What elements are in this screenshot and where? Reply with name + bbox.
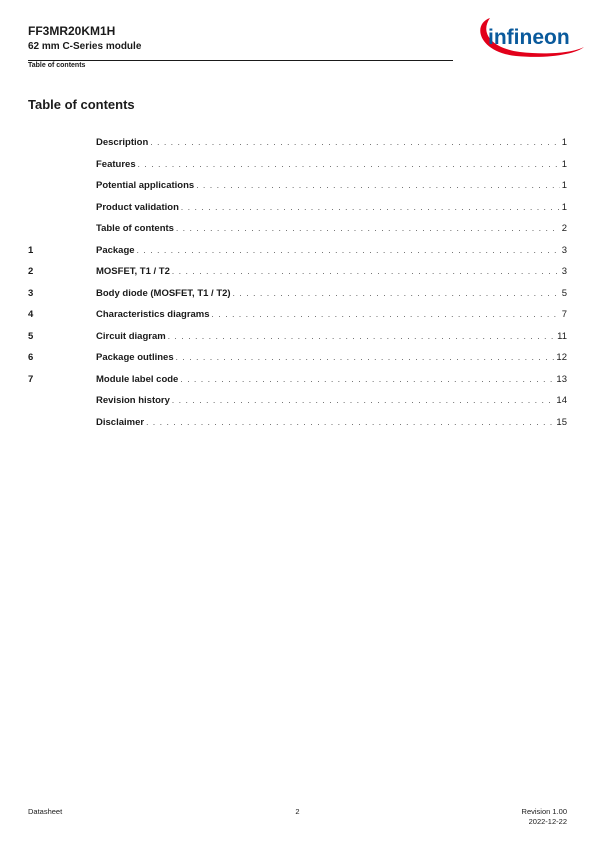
footer-doc-type: Datasheet — [28, 807, 63, 816]
toc-entry-number: 4 — [28, 309, 34, 320]
footer-date: 2022-12-22 — [528, 817, 567, 826]
toc-entry-title[interactable]: Potential applications — [96, 180, 195, 191]
toc-entry-page[interactable]: 12 — [556, 352, 567, 363]
toc-dot-leader — [172, 267, 560, 276]
table-of-contents — [28, 137, 567, 438]
toc-dot-leader — [146, 418, 554, 427]
document-header — [28, 24, 141, 54]
header-divider — [28, 60, 453, 61]
toc-entry-title[interactable]: Disclaimer — [96, 416, 145, 428]
toc-entry-title[interactable]: Product validation — [96, 201, 179, 213]
toc-dot-leader — [137, 246, 560, 255]
toc-dot-leader — [181, 203, 560, 212]
toc-entry[interactable] — [28, 137, 567, 159]
toc-entry[interactable] — [28, 395, 567, 417]
toc-entry[interactable] — [28, 288, 567, 310]
toc-entry[interactable] — [28, 352, 567, 374]
toc-entry[interactable] — [28, 180, 567, 202]
toc-entry-number: 6 — [28, 352, 34, 363]
toc-entry-page[interactable]: 13 — [556, 373, 567, 385]
toc-entry-title[interactable]: Package — [96, 244, 135, 256]
toc-entry-page[interactable]: 1 — [561, 180, 567, 191]
toc-entry-title[interactable]: Body diode (MOSFET, T1 / T2) — [96, 287, 231, 299]
toc-dot-leader — [138, 160, 560, 169]
toc-entry[interactable] — [28, 309, 567, 331]
product-subtitle: 62 mm C-Series module — [28, 41, 142, 52]
toc-entry-page[interactable]: 1 — [561, 201, 567, 213]
toc-entry-page[interactable]: 15 — [556, 416, 567, 428]
toc-entry[interactable] — [28, 202, 567, 224]
toc-heading: Table of contents — [28, 97, 135, 112]
toc-entry-title[interactable]: MOSFET, T1 / T2 — [96, 266, 170, 277]
toc-entry-title[interactable]: Package outlines — [96, 352, 174, 363]
footer-revision: Revision 1.00 — [521, 807, 567, 816]
toc-entry[interactable] — [28, 374, 567, 396]
toc-dot-leader — [168, 332, 555, 341]
toc-entry-number: 3 — [28, 287, 34, 299]
toc-entry-title[interactable]: Description — [96, 137, 149, 148]
toc-entry-page[interactable]: 1 — [561, 137, 567, 148]
toc-dot-leader — [150, 138, 559, 147]
product-name: FF3MR20KM1H — [28, 24, 116, 38]
toc-entry-title[interactable]: Module label code — [96, 373, 179, 385]
toc-entry-page[interactable]: 11 — [557, 330, 567, 342]
toc-entry-page[interactable]: 1 — [561, 158, 567, 170]
toc-entry-page[interactable]: 5 — [561, 287, 567, 299]
toc-dot-leader — [233, 289, 560, 298]
toc-entry[interactable] — [28, 331, 567, 353]
toc-entry-title[interactable]: Characteristics diagrams — [96, 309, 210, 320]
toc-entry[interactable] — [28, 266, 567, 288]
toc-dot-leader — [176, 224, 560, 233]
logo-wordmark: infineon — [488, 26, 570, 49]
toc-entry-number: 7 — [28, 373, 34, 385]
footer-revision-block — [522, 807, 567, 827]
toc-entry[interactable] — [28, 223, 567, 245]
toc-dot-leader — [196, 181, 560, 190]
toc-entry-page[interactable]: 3 — [561, 266, 567, 277]
toc-entry[interactable] — [28, 417, 567, 439]
toc-entry-number: 1 — [28, 244, 34, 256]
toc-entry[interactable] — [28, 159, 567, 181]
toc-entry[interactable] — [28, 245, 567, 267]
toc-dot-leader — [212, 310, 560, 319]
running-section-title: Table of contents — [28, 62, 86, 69]
infineon-logo — [476, 10, 586, 60]
toc-entry-page[interactable]: 3 — [561, 244, 567, 256]
toc-entry-title[interactable]: Revision history — [96, 395, 170, 406]
toc-dot-leader — [180, 375, 554, 384]
toc-entry-title[interactable]: Circuit diagram — [96, 330, 166, 342]
toc-entry-number: 5 — [28, 330, 34, 342]
toc-entry-number: 2 — [28, 266, 34, 277]
toc-entry-page[interactable]: 7 — [561, 309, 567, 320]
toc-dot-leader — [176, 353, 555, 362]
toc-entry-page[interactable]: 2 — [561, 223, 567, 234]
toc-entry-title[interactable]: Features — [96, 158, 136, 170]
toc-entry-page[interactable]: 14 — [556, 395, 567, 406]
toc-dot-leader — [172, 396, 555, 405]
toc-entry-title[interactable]: Table of contents — [96, 223, 174, 234]
footer-page-number: 2 — [295, 807, 300, 816]
